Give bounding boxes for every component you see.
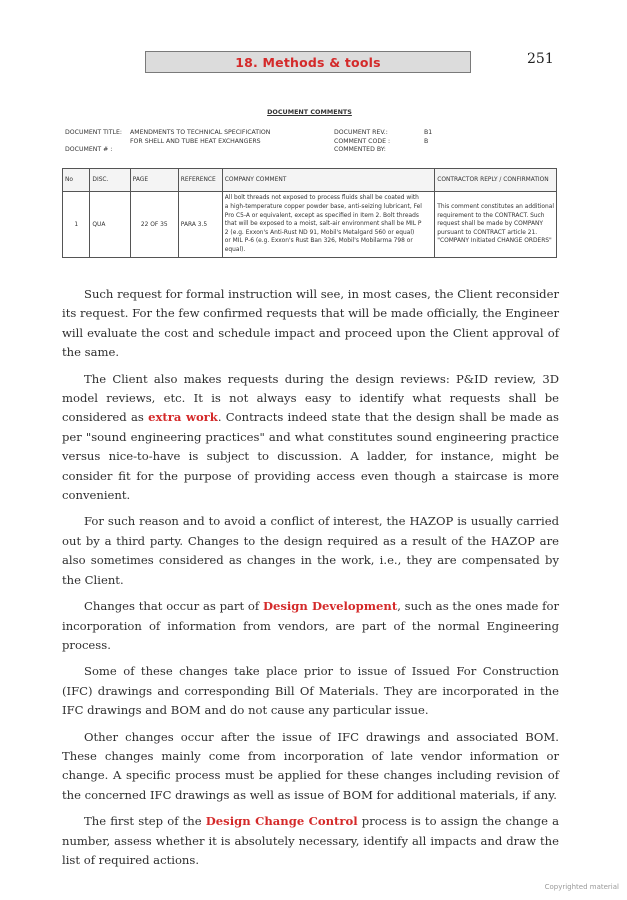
paragraph-4 xyxy=(62,597,559,655)
term-design-development: Design Development xyxy=(262,599,398,614)
doc-number-label: DOCUMENT # : xyxy=(65,146,113,153)
paragraph-3: For such reason and to avoid a conflict of interest, the HAZOP is usually carried out by a third party. Changes to the design required as a result of the HAZOP are also sometimes considered as changes in the work, i.e., they are compensated by the Client. xyxy=(62,514,559,587)
col-no: No xyxy=(63,169,90,192)
comments-table xyxy=(62,168,557,258)
comment-code-value: B xyxy=(424,137,429,145)
comment-line: or MIL P-6 (e.g. Exxon's Rust Ban 326, Mobil's Mobilarma 798 or xyxy=(224,238,413,245)
paragraph-4-text-cont: , such as the ones made for incorporation of information from vendors, are part of the normal Engineering process. xyxy=(62,599,559,652)
comment-line: a high-temperature copper powder base, anti-seizing lubricant, Fel xyxy=(224,204,422,211)
reply-line: request shall be made by COMPANY xyxy=(437,221,544,228)
paragraph-7-text: The first step of the xyxy=(84,814,206,829)
body-text xyxy=(62,285,559,877)
reply-line: This comment constitutes an additional xyxy=(437,204,554,211)
doc-title-line2: FOR SHELL AND TUBE HEAT EXCHANGERS xyxy=(130,137,261,145)
doc-rev-value: B1 xyxy=(424,129,433,136)
comments-table-header xyxy=(63,169,557,192)
doc-title-line1: AMENDMENTS TO TECHNICAL SPECIFICATION xyxy=(130,129,271,136)
paragraph-2 xyxy=(62,370,559,506)
commented-by-label: COMMENTED BY: xyxy=(334,146,386,153)
row-disc: QUA xyxy=(90,192,130,258)
comment-line: All bolt threads not exposed to process fluids shall be coated with xyxy=(224,195,419,202)
paragraph-7 xyxy=(62,812,559,870)
comment-line: that will be exposed to a moist, salt-air environment shall be MIL P xyxy=(224,221,422,228)
row-no: 1 xyxy=(63,192,90,258)
term-design-change-control: Design Change Control xyxy=(205,814,358,829)
paragraph-7-text-cont: process is to assign the change a number, assess whether it is absolutely necessary, identify all impacts and draw the list of required actions. xyxy=(62,814,559,867)
document-meta xyxy=(62,129,557,159)
paragraph-2-text: The Client also makes requests during the design reviews: P&ID review, 3D model reviews, etc. It is not always easy to identify what requests shall be considered as xyxy=(62,371,559,425)
col-page: PAGE xyxy=(130,169,178,192)
paragraph-1: Such request for formal instruction will see, in most cases, the Client reconsider its request. For the few confirmed requests that will be made officially, the Engineer will evaluate the cost and schedule impact and proceed upon the Client approval of the same. xyxy=(62,287,560,360)
row-company-comment xyxy=(222,192,434,258)
comment-line: Pro C5-A or equivalent, except as specified in Item 2. Bolt threads xyxy=(224,212,419,219)
reply-line: requirement to the CONTRACT. Such xyxy=(437,212,545,219)
doc-rev-label: DOCUMENT REV.: xyxy=(334,129,388,136)
page-number: 251 xyxy=(527,51,554,67)
col-disc: DISC. xyxy=(90,169,130,192)
reply-line: "COMPANY Initiated CHANGE ORDERS" xyxy=(437,238,552,245)
row-page: 22 OF 35 xyxy=(130,192,178,258)
copyright-note: Copyrighted material xyxy=(544,883,619,891)
paragraph-2-text-cont: . Contracts indeed state that the design shall be made as per "sound engineering practices" and what constitutes sound engineering practice versus nice-to-have is subject to discussion. A ladder, for instance, might be consider fit for the purpose of providing access even though a staircase is more convenient. xyxy=(62,410,559,503)
term-extra-work: extra work xyxy=(148,410,218,425)
chapter-header-box xyxy=(145,51,471,73)
document-comments-heading: DOCUMENT COMMENTS xyxy=(267,108,352,116)
document-comments-figure xyxy=(62,108,557,253)
table-row xyxy=(63,192,557,258)
chapter-title: 18. Methods & tools xyxy=(235,54,381,70)
paragraph-5: Some of these changes take place prior to issue of Issued For Construction (IFC) drawings and corresponding Bill Of Materials. They are incorporated in the IFC drawings and BOM and do not cause any particular issue. xyxy=(62,664,559,718)
comment-line: 2 (e.g. Exxon's Anti-Rust ND 91, Mobil's Metalgard 560 or equal) xyxy=(224,229,415,236)
col-reference: REFERENCE xyxy=(178,169,222,192)
paragraph-4-text: Changes that occur as part of xyxy=(84,599,263,614)
row-reference: PARA 3.5 xyxy=(178,192,222,258)
row-contractor-reply xyxy=(435,192,557,258)
doc-title-label: DOCUMENT TITLE: xyxy=(65,129,122,136)
col-company-comment: COMPANY COMMENT xyxy=(222,169,434,192)
comment-line: equal). xyxy=(224,246,246,253)
paragraph-6: Other changes occur after the issue of IFC drawings and associated BOM. These changes mainly come from incorporation of late vendor information or change. A specific process must be applied for these changes including revision of the concerned IFC drawings as well as issue of BOM for additional materials, if any. xyxy=(62,729,559,802)
col-contractor-reply: CONTRACTOR REPLY / CONFIRMATION xyxy=(435,169,557,192)
reply-line: pursuant to CONTRACT article 21. xyxy=(437,229,538,236)
comment-code-label: COMMENT CODE : xyxy=(334,137,391,145)
